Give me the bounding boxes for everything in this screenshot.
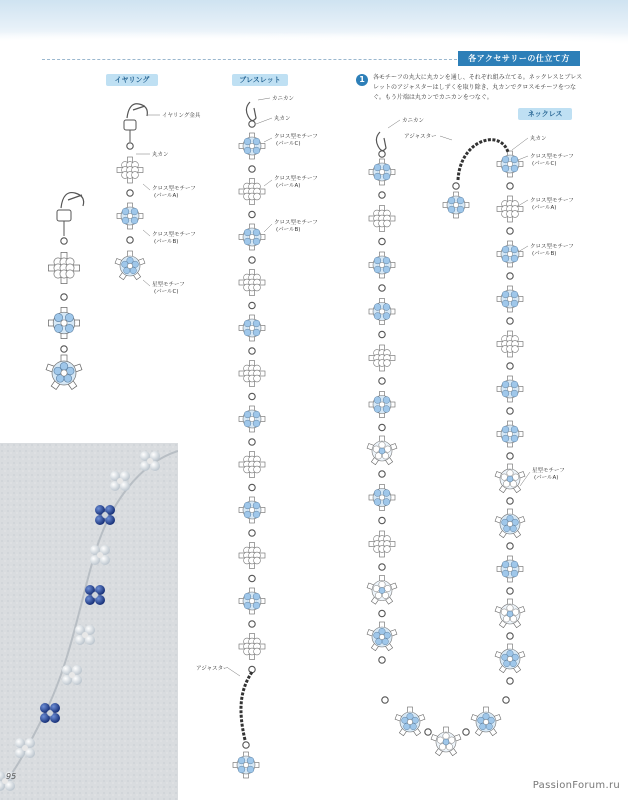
necklace-motif bbox=[369, 159, 395, 185]
necklace-ring bbox=[379, 238, 385, 244]
earring-cross-a-sub: (パールA) bbox=[154, 193, 179, 199]
earring-cross-b-label: クロス型モチーフ bbox=[152, 232, 196, 238]
bracelet-ring bbox=[249, 166, 255, 172]
necklace-ring bbox=[507, 498, 513, 504]
necklace-cross-b-sub: (パールB) bbox=[532, 251, 557, 257]
necklace-star-sub: (パールA) bbox=[534, 475, 559, 481]
necklace-ring bbox=[507, 228, 513, 234]
necklace-motif bbox=[497, 151, 523, 177]
step-number: 1 bbox=[356, 74, 368, 86]
necklace-cross-b-label: クロス型モチーフ bbox=[530, 244, 574, 250]
page-number: 95 bbox=[6, 772, 17, 781]
bracelet-motif bbox=[239, 224, 265, 250]
necklace-cross-a-sub: (パールA) bbox=[532, 205, 557, 211]
bracelet-adjuster-label: アジャスター bbox=[196, 666, 229, 672]
watermark: PassionForum.ru bbox=[532, 780, 620, 791]
bracelet-motif bbox=[239, 543, 265, 569]
bracelet-cross-a-sub: (パールA) bbox=[276, 183, 301, 189]
bracelet-ring bbox=[249, 211, 255, 217]
necklace-ring bbox=[507, 408, 513, 414]
necklace-adjuster-label: アジャスター bbox=[404, 134, 437, 140]
necklace-ring bbox=[507, 318, 513, 324]
bracelet-photo bbox=[0, 443, 178, 800]
necklace-ring bbox=[507, 588, 513, 594]
bracelet-ring bbox=[249, 257, 255, 263]
necklace-motif bbox=[495, 509, 525, 538]
necklace-ring bbox=[379, 424, 385, 430]
bracelet-cross-c-label: クロス型モチーフ bbox=[274, 134, 318, 140]
bracelet-ring bbox=[249, 484, 255, 490]
bracelet-cross-b-label: クロス型モチーフ bbox=[274, 220, 318, 226]
necklace-motif bbox=[369, 345, 395, 371]
bracelet-ring bbox=[249, 393, 255, 399]
earring-star-sub: (パールC) bbox=[154, 289, 179, 295]
necklace-motif bbox=[495, 644, 525, 673]
bracelet-ring bbox=[249, 348, 255, 354]
earring-ring-label: 丸カン bbox=[152, 152, 169, 158]
necklace-ring bbox=[379, 657, 385, 663]
bracelet-motif bbox=[239, 179, 265, 205]
necklace-ring bbox=[507, 363, 513, 369]
necklace-motif bbox=[369, 485, 395, 511]
necklace-label: ネックレス bbox=[518, 108, 572, 120]
earring-cross-b-sub: (パールB) bbox=[154, 239, 179, 245]
bracelet-ring bbox=[249, 575, 255, 581]
necklace-ring bbox=[379, 564, 385, 570]
bracelet-ring bbox=[249, 530, 255, 536]
bracelet-motif bbox=[239, 588, 265, 614]
bracelet-motif bbox=[239, 133, 265, 159]
necklace-cross-c-label: クロス型モチーフ bbox=[530, 154, 574, 160]
necklace-motif bbox=[369, 252, 395, 278]
earring-diagram bbox=[46, 104, 201, 390]
necklace-motif bbox=[497, 241, 523, 267]
necklace-ring bbox=[507, 633, 513, 639]
necklace-ring bbox=[379, 192, 385, 198]
necklace-motif bbox=[497, 556, 523, 582]
necklace-motif bbox=[497, 331, 523, 357]
earring-star-label: 星型モチーフ bbox=[152, 282, 185, 288]
necklace-motif bbox=[497, 376, 523, 402]
bracelet-cross-c-sub: (パールC) bbox=[276, 141, 301, 147]
necklace-ring bbox=[379, 331, 385, 337]
bracelet-clasp-label: カニカン bbox=[272, 96, 295, 102]
necklace-ring bbox=[379, 471, 385, 477]
bracelet-motif bbox=[239, 361, 265, 387]
necklace-motif bbox=[367, 576, 397, 605]
bracelet-ring bbox=[249, 302, 255, 308]
bracelet-ring bbox=[249, 621, 255, 627]
necklace-motif bbox=[495, 464, 525, 493]
earring-cross-a-label: クロス型モチーフ bbox=[152, 186, 196, 192]
section-title: 各アクセサリーの仕立て方 bbox=[458, 51, 580, 66]
bracelet-ring bbox=[249, 666, 255, 672]
necklace-motif bbox=[369, 392, 395, 418]
earring-metal-label: イヤリング金具 bbox=[162, 113, 201, 119]
bracelet-motif bbox=[239, 452, 265, 478]
necklace-motif bbox=[495, 599, 525, 628]
instruction-text: 各モチーフの丸大に丸カンを通し、それぞれ組み立てる。ネックレスとブレスレットのアジャスターはしずくを取り除き、丸カンでクロスモチーフをつなぐ。もう片端は丸カンでカニカンをつなぐ。 bbox=[373, 74, 583, 101]
necklace-ring bbox=[379, 378, 385, 384]
necklace-motif bbox=[369, 206, 395, 232]
bracelet-motif bbox=[239, 634, 265, 660]
bracelet-ring bbox=[249, 439, 255, 445]
bracelet-motif bbox=[239, 270, 265, 296]
necklace-motif bbox=[497, 286, 523, 312]
necklace-ring bbox=[507, 273, 513, 279]
bracelet-cross-a-label: クロス型モチーフ bbox=[274, 176, 318, 182]
necklace-ring-label: 丸カン bbox=[530, 136, 547, 142]
necklace-ring bbox=[379, 610, 385, 616]
necklace-ring bbox=[507, 183, 513, 189]
necklace-motif bbox=[367, 436, 397, 465]
necklace-ring bbox=[507, 543, 513, 549]
necklace-motif bbox=[367, 622, 397, 651]
necklace-cross-c-sub: (パールC) bbox=[532, 161, 557, 167]
bracelet-label: ブレスレット bbox=[232, 74, 288, 86]
necklace-motif bbox=[497, 421, 523, 447]
necklace-ring bbox=[379, 285, 385, 291]
necklace-cross-a-label: クロス型モチーフ bbox=[530, 198, 574, 204]
necklace-motif bbox=[497, 196, 523, 222]
bracelet-cross-b-sub: (パールB) bbox=[276, 227, 301, 233]
necklace-motif bbox=[369, 299, 395, 325]
necklace-ring bbox=[379, 517, 385, 523]
necklace-motif bbox=[369, 531, 395, 557]
bracelet-motif bbox=[239, 406, 265, 432]
necklace-star-label: 星型モチーフ bbox=[532, 468, 565, 474]
bracelet-diagram bbox=[196, 95, 318, 778]
necklace-ring bbox=[507, 678, 513, 684]
necklace-ring bbox=[507, 453, 513, 459]
necklace-clasp-label: カニカン bbox=[402, 118, 425, 124]
bracelet-motif bbox=[239, 497, 265, 523]
bracelet-ring-label: 丸カン bbox=[274, 116, 291, 122]
photo-illustration bbox=[0, 443, 178, 800]
necklace-diagram bbox=[367, 117, 574, 756]
earring-label: イヤリング bbox=[106, 74, 158, 86]
bracelet-motif bbox=[239, 315, 265, 341]
